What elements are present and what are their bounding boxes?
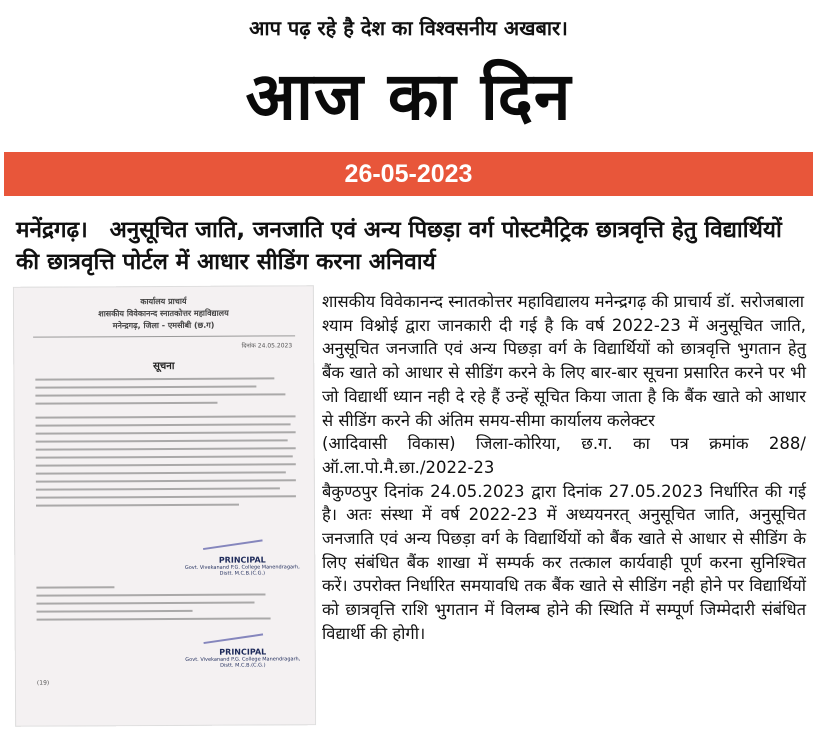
photo-header-college: शासकीय विवेकानन्द स्नातकोत्तर महाविद्यालय [98,308,229,319]
date-bar [4,152,813,196]
photo-signature: PRINCIPAL Govt. Vivekanand P.G. College Manendragarh, Distt. M.C.B.(C.G.) [184,555,300,577]
photo-signature-2: PRINCIPAL Govt. Vivekanand P.G. College Manendragarh, Distt. M.C.B.(C.G.) [185,647,301,669]
photo-title: सूचना [153,360,175,373]
article-paragraph: बैकुण्ठपुर दिनांक 24.05.2023 द्वारा दिनांक 27.05.2023 निर्धारित की गई है। अतः संस्था में वर्ष 2022-23 में अध्ययनरत् अनुसूचित जाति, अनुसूचित जनजाति एवं अन्य पिछड़ा वर्ग के विद्यार्थियों को बैंक खाते से आधार से सीडिंग के लिए संबंधित बैंक शाखा में सम्पर्क कर तत्काल कार्यवाही पूर्ण करना सुनिश्चित करें। उपरोक्त निर्धारित समयावधि तक बैंक खाते से सीडिंग नही होने पर विद्यार्थियों को छात्रवृत्ति राशि भुगतान में विलम्ब होने की स्थिति में सम्पूर्ण जिम्मेदारी संबंधित विद्यार्थी की होगी। [322,481,806,643]
headline-text: अनुसूचित जाति, जनजाति एवं अन्य पिछड़ा वर्ग पोस्टमैट्रिक छात्रवृत्ति हेतु विद्यार्थियों की छात्रवृत्ति पोर्टल में आधार सीडिंग करना अनिवार्य [16,217,782,275]
article-paragraph: शासकीय विवेकानन्द स्नातकोत्तर महाविद्यालय मनेन्द्रगढ़ की प्राचार्य डॉ. सरोजबाला [322,292,805,311]
article-paragraph: श्याम विश्नोई द्वारा जानकारी दी गई है कि वर्ष 2022-23 में अनुसूचित जाति, अनुसूचित जनजाति एवं अन्य पिछड़ा वर्ग के विद्यार्थियों को छात्रवृत्ति भुगतान हेतु बैंक खाते को आधार से सीडिंग करने के लिए बार-बार सूचना प्रसारित करने पर भी जो विद्यार्थी ध्यान नही दे रहे हैं उन्हें सूचित किया जाता है कि बैंक खाते को आधार से सीडिंग करने की अंतिम समय-सीमा कार्यालय कलेक्टर [322,315,806,430]
headline-place: मनेंद्रगढ़। [16,217,88,243]
photo-text-block-2 [36,415,296,512]
headline [16,214,806,278]
notice-photo [13,285,316,727]
photo-text-block-3 [36,585,296,626]
article-body [322,290,806,646]
article-paragraph: (आदिवासी विकास) जिला-कोरिया, छ.ग. का पत्र क्रमांक 288/ ऑ.ला.पो.मै.छा./2022-23 [322,434,806,477]
photo-date: दिनांक 24.05.2023 [241,342,293,350]
photo-text-block-1 [35,377,295,410]
photo-header-office: कार्यालय प्राचार्य [140,296,187,307]
photo-header-address: मनेन्द्रगढ़, जिला - एमसीबी (छ.ग) [112,320,215,331]
masthead-title: आज का दिन [245,58,572,135]
date-text: 26-05-2023 [344,160,473,188]
photo-divider [33,335,295,337]
tagline: आप पढ़ रहे है देश का विश्वसनीय अखबार। [249,16,568,40]
photo-page-number: (19) [36,679,50,687]
